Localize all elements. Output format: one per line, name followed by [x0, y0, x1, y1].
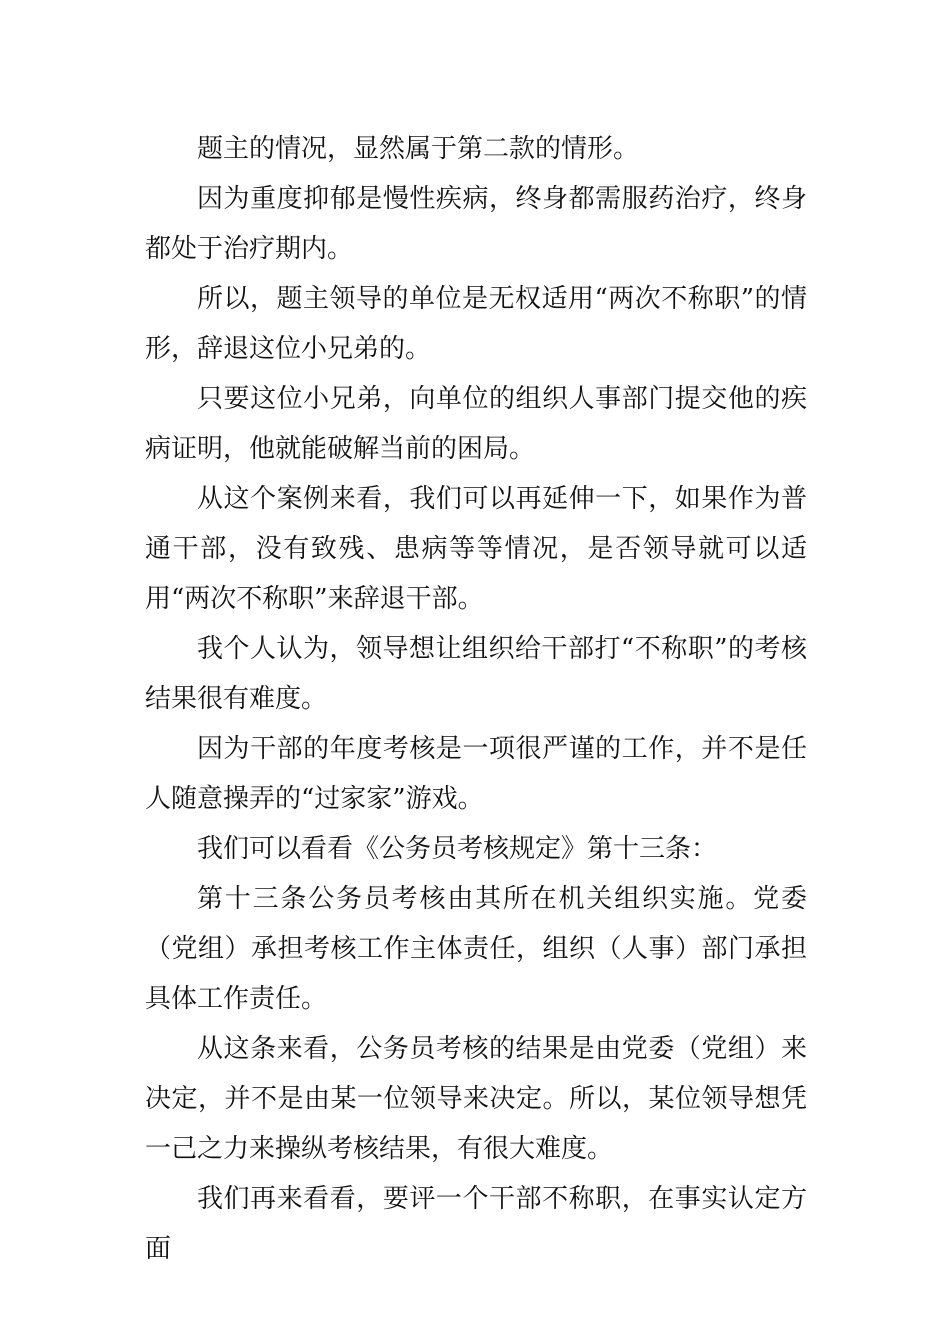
paragraph-3: 所以，题主领导的单位是无权适用“两次不称职”的情形，辞退这位小兄弟的。 — [145, 284, 807, 364]
document-body — [145, 124, 807, 1274]
paragraph-11: 我们再来看看，要评一个干部不称职，在事实认定方面 — [145, 1184, 807, 1264]
paragraph-6: 我个人认为，领导想让组织给干部打“不称职”的考核结果很有难度。 — [145, 634, 807, 714]
paragraph-2: 因为重度抑郁是慢性疾病，终身都需服药治疗，终身都处于治疗期内。 — [145, 184, 807, 264]
paragraph-5: 从这个案例来看，我们可以再延伸一下，如果作为普通干部，没有致残、患病等等情况，是否领导就可以适用“两次不称职”来辞退干部。 — [145, 484, 807, 614]
paragraph-9: 第十三条公务员考核由其所在机关组织实施。党委（党组）承担考核工作主体责任，组织（人事）部门承担具体工作责任。 — [145, 884, 807, 1014]
paragraph-8: 我们可以看看《公务员考核规定》第十三条： — [197, 834, 718, 864]
paragraph-10: 从这条来看，公务员考核的结果是由党委（党组）来决定，并不是由某一位领导来决定。所以，某位领导想凭一己之力来操纵考核结果，有很大难度。 — [145, 1034, 807, 1164]
paragraph-4: 只要这位小兄弟，向单位的组织人事部门提交他的疾病证明，他就能破解当前的困局。 — [145, 384, 807, 464]
paragraph-7: 因为干部的年度考核是一项很严谨的工作，并不是任人随意操弄的“过家家”游戏。 — [145, 734, 807, 814]
paragraph-1: 题主的情况，显然属于第二款的情形。 — [197, 134, 640, 164]
